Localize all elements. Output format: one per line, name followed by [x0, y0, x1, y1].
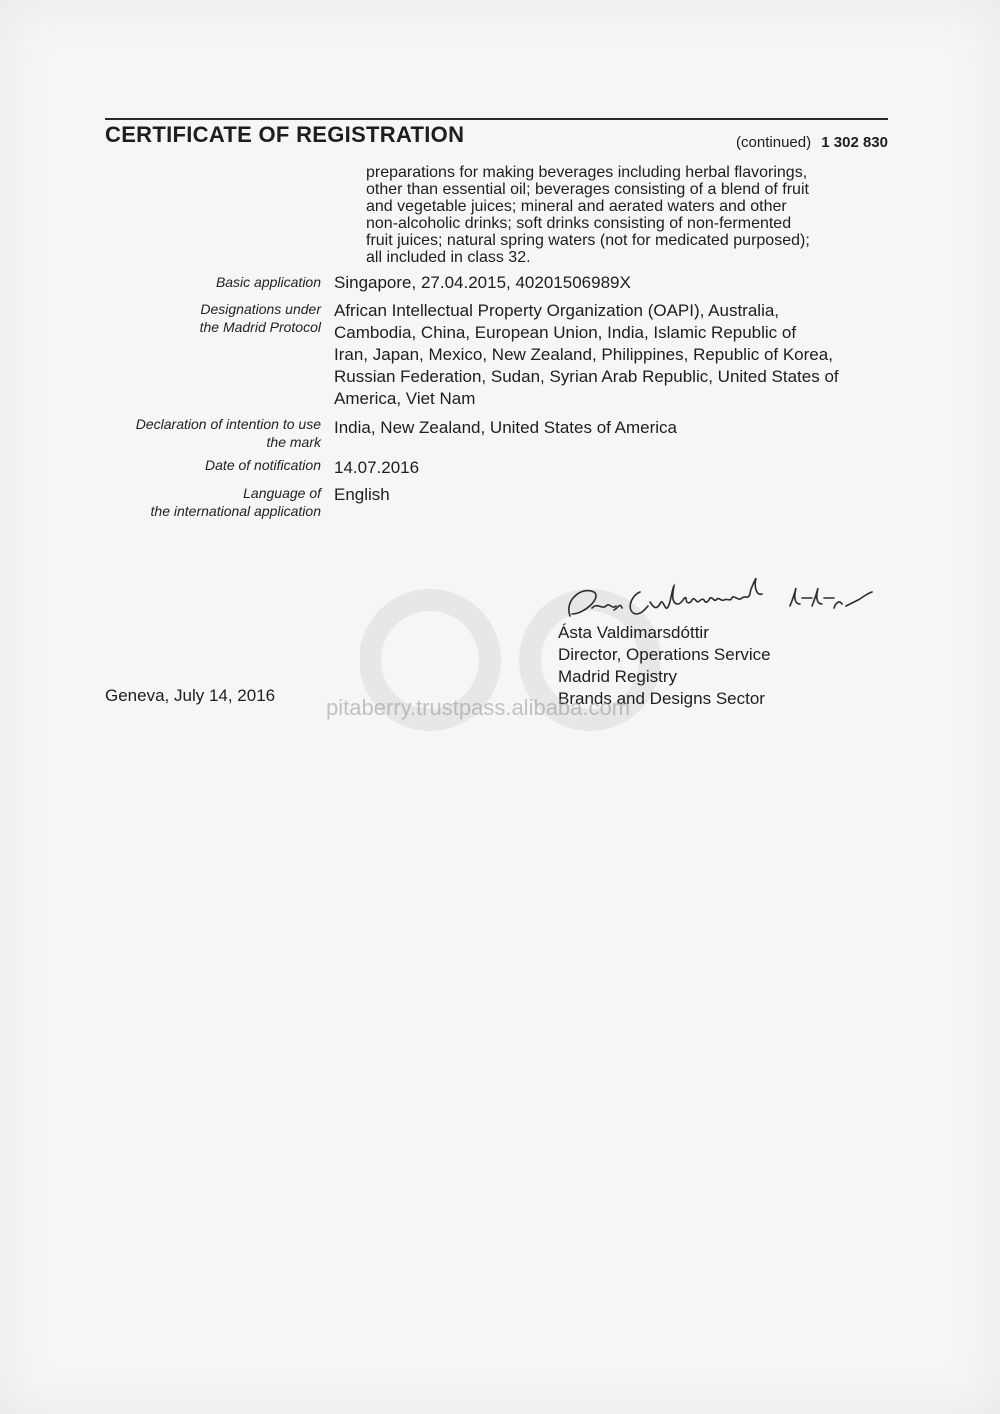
field-label	[91, 300, 321, 336]
field-label-line: the international application	[150, 503, 321, 519]
designation-line: America, Viet Nam	[334, 389, 476, 408]
field-label: Basic application	[215, 274, 321, 290]
goods-line: other than essential oil; beverages consisting of a blend of fruit	[366, 181, 809, 198]
field-value: Singapore, 27.04.2015, 40201506989X	[334, 273, 631, 292]
goods-line: and vegetable juices; mineral and aerated waters and other	[366, 198, 787, 215]
goods-list-continued	[366, 164, 886, 266]
field-value: 14.07.2016	[334, 458, 420, 477]
place-and-date: Geneva, July 14, 2016	[105, 686, 276, 705]
designation-line: Iran, Japan, Mexico, New Zealand, Philippines, Republic of Korea,	[334, 345, 833, 364]
signatory-name: Ásta Valdimarsdóttir	[558, 623, 709, 642]
designation-line: Cambodia, China, European Union, India, Islamic Republic of	[334, 323, 797, 342]
field-label: Date of notification	[205, 457, 321, 473]
field-label-line: Designations under	[200, 301, 321, 317]
continued-marker	[736, 134, 888, 151]
field-label	[91, 484, 321, 520]
signatory-department: Madrid Registry	[558, 667, 678, 686]
field-label-line: the mark	[266, 434, 321, 450]
goods-line: preparations for making beverages including herbal flavorings,	[366, 164, 808, 181]
field-label-line: the Madrid Protocol	[199, 319, 321, 335]
designation-line: African Intellectual Property Organization (OAPI), Australia,	[334, 301, 780, 320]
registration-number: 1 302 830	[821, 134, 888, 151]
title-rule	[105, 118, 888, 120]
handwritten-signature	[562, 578, 882, 628]
watermark-text: pitaberry.trustpass.alibaba.com	[326, 695, 631, 720]
signatory-sector: Brands and Designs Sector	[558, 689, 765, 708]
field-value: English	[334, 485, 390, 504]
field-value: India, New Zealand, United States of America	[334, 418, 678, 437]
signatory-title: Director, Operations Service	[558, 645, 771, 664]
field-label-line: Declaration of intention to use	[135, 416, 321, 432]
page-title: CERTIFICATE OF REGISTRATION	[105, 122, 465, 147]
continued-label: (continued)	[736, 134, 812, 151]
goods-line: all included in class 32.	[366, 249, 531, 266]
designation-line: Russian Federation, Sudan, Syrian Arab Republic, United States of	[334, 367, 839, 386]
goods-line: non-alcoholic drinks; soft drinks consisting of non-fermented	[366, 215, 792, 232]
field-label	[91, 415, 321, 451]
goods-line: fruit juices; natural spring waters (not for medicated purposed);	[366, 232, 810, 249]
field-value	[334, 300, 889, 410]
field-label-line: Language of	[243, 485, 321, 501]
